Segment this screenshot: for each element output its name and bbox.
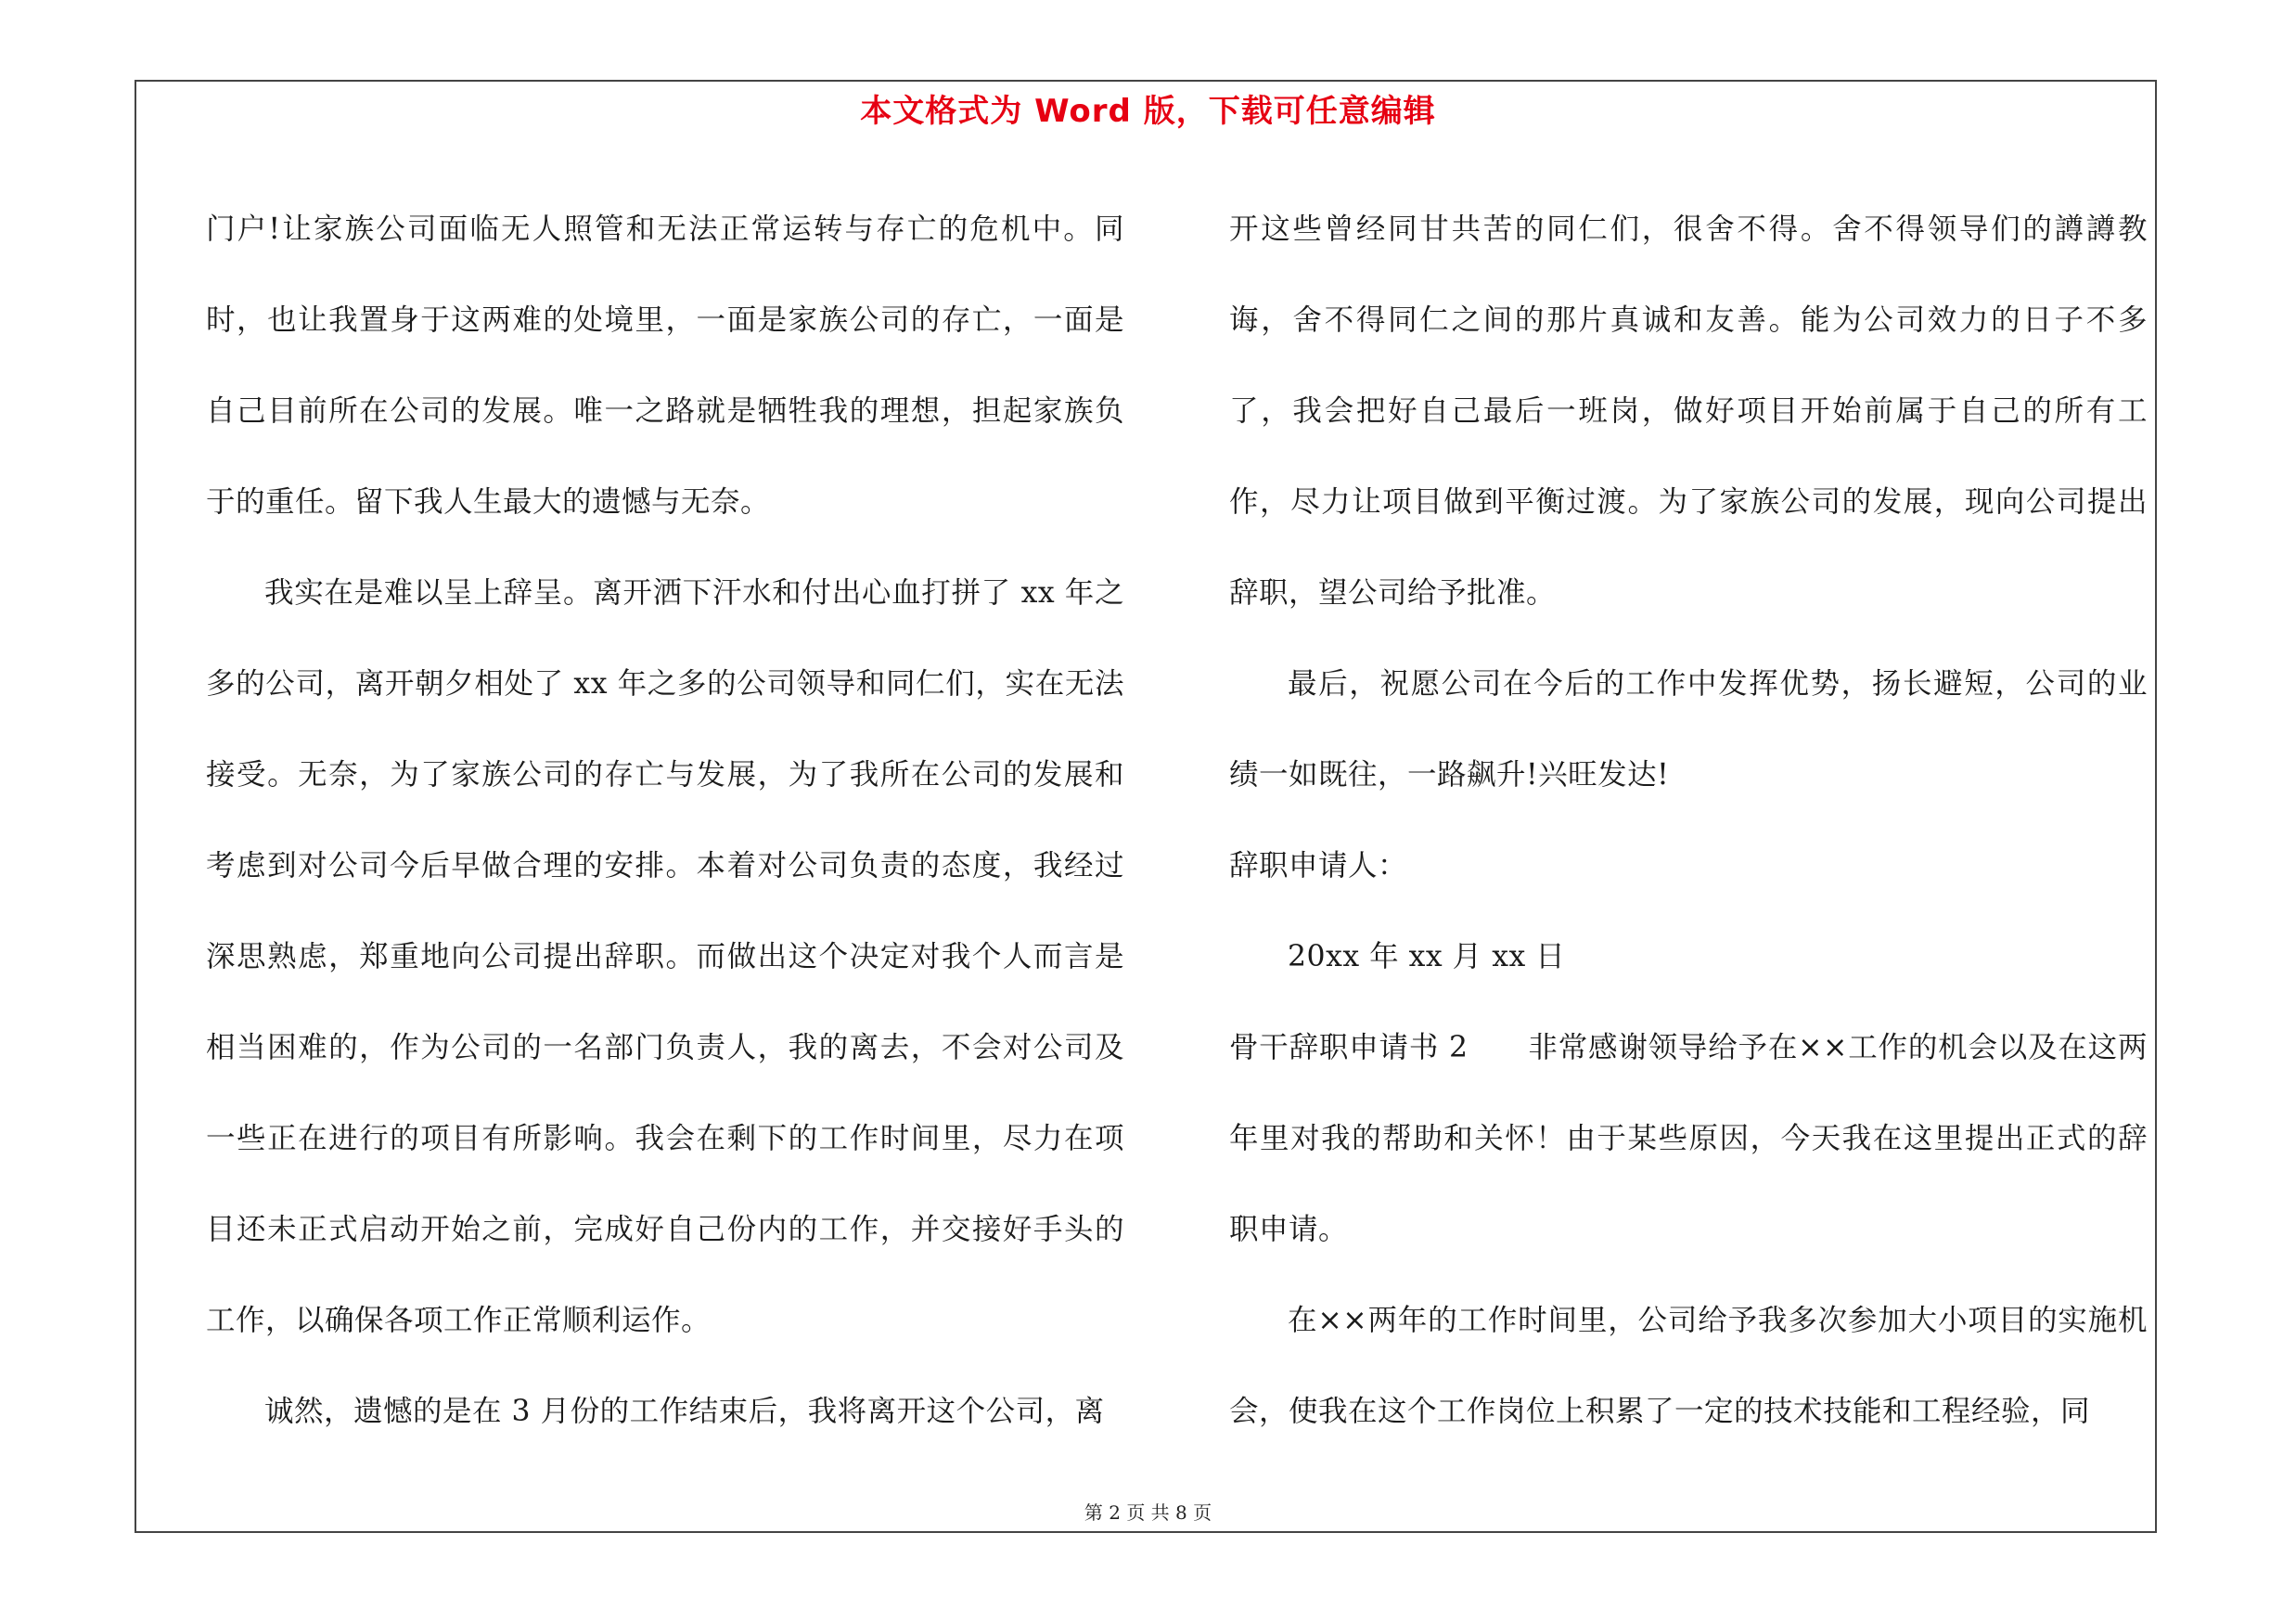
left-paragraph-2: 我实在是难以呈上辞呈。离开洒下汗水和付出心血打拼了 xx 年之多的公司，离开朝夕相处了 xx 年之多的公司领导和同仁们，实在无法接受。无奈，为了家族公司的存亡与发展，为了我所在公司的发展和考虑到对公司今后早做合理的安排。本着对公司负责的态度，我经过深思熟虑，郑重地向公司提出辞职。而做出这个决定对我个人而言是相当困难的，作为公司的一名部门负责人，我的离去，不会对公司及一些正在进行的项目有所影响。我会在剩下的工作时间里，尽力在项目还未正式启动开始之前，完成好自己份内的工作，并交接好手头的工作，以确保各项工作正常顺利运作。 <box>206 576 1124 1337</box>
page-number-footer: 第 2 页 共 8 页 <box>1084 1501 1212 1524</box>
applicant-signature-line: 辞职申请人： <box>1229 849 1408 882</box>
right-text-column <box>1229 184 2148 1457</box>
left-paragraph-3: 诚然，遗憾的是在 3 月份的工作结束后，我将离开这个公司，离 <box>264 1395 1105 1428</box>
format-notice-banner: 本文格式为 Word 版，下载可任意编辑 <box>860 93 1436 130</box>
right-paragraph-5: 骨干辞职申请书 2 非常感谢领导给予在××工作的机会以及在这两年里对我的帮助和关怀！由于某些原因，今天我在这里提出正式的辞职申请。 <box>1229 1031 2148 1246</box>
left-paragraph-1: 门户!让家族公司面临无人照管和无法正常运转与存亡的危机中。同时，也让我置身于这两难的处境里，一面是家族公司的存亡，一面是自己目前所在公司的发展。唯一之路就是牺牲我的理想，担起家族负于的重任。留下我人生最大的遗憾与无奈。 <box>206 213 1124 519</box>
left-text-column <box>206 184 1124 1457</box>
right-paragraph-2: 最后，祝愿公司在今后的工作中发挥优势，扬长避短，公司的业绩一如既往，一路飙升!兴旺发达! <box>1229 667 2148 792</box>
right-paragraph-6: 在××两年的工作时间里，公司给予我多次参加大小项目的实施机会，使我在这个工作岗位上积累了一定的技术技能和工程经验，同 <box>1229 1304 2148 1428</box>
right-paragraph-1: 开这些曾经同甘共苦的同仁们，很舍不得。舍不得领导们的譐譐教诲，舍不得同仁之间的那片真诚和友善。能为公司效力的日子不多了，我会把好自己最后一班岗，做好项目开始前属于自己的所有工作，尽力让项目做到平衡过渡。为了家族公司的发展，现向公司提出辞职，望公司给予批准。 <box>1229 213 2148 610</box>
date-line: 20xx 年 xx 月 xx 日 <box>1288 940 1566 973</box>
